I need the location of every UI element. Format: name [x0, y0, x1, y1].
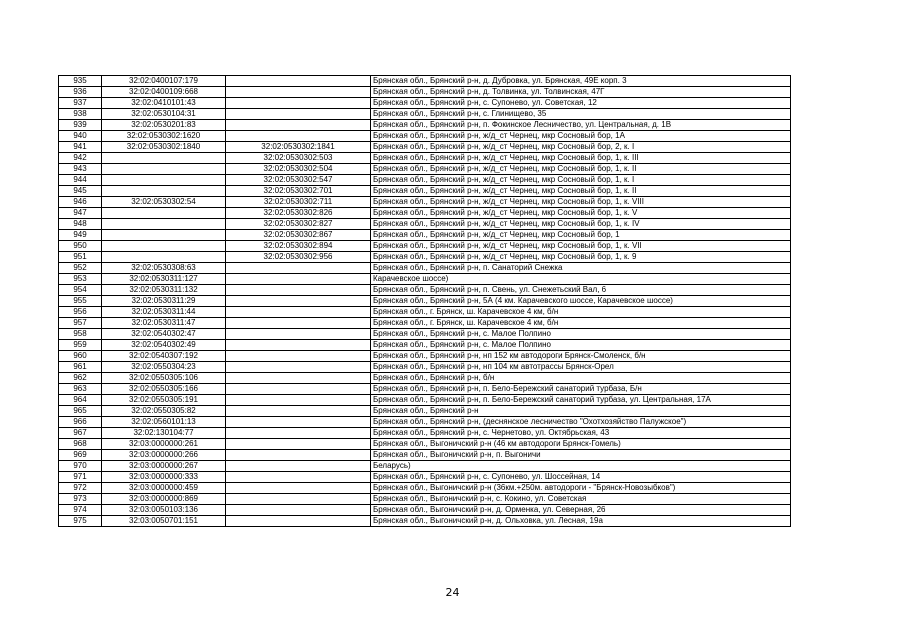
- cadastral-number-cell: 32:02:0560101:13: [102, 417, 226, 428]
- row-number-cell: 939: [59, 120, 102, 131]
- row-number-cell: 973: [59, 494, 102, 505]
- cadastral-number-cell: 32:02:0530201:83: [102, 120, 226, 131]
- row-number-cell: 951: [59, 252, 102, 263]
- registry-table-body: [59, 76, 791, 527]
- cadastral-number-cell: 32:02:0550305:191: [102, 395, 226, 406]
- related-cadastral-number-cell: 32:02:0530302:827: [226, 219, 371, 230]
- address-cell: Брянская обл., г. Брянск, ш. Карачевское 4 км, б/н: [371, 318, 791, 329]
- table-row: [59, 329, 791, 340]
- cadastral-number-cell: 32:03:0000000:333: [102, 472, 226, 483]
- table-row: [59, 76, 791, 87]
- related-cadastral-number-cell: 32:02:0530302:701: [226, 186, 371, 197]
- related-cadastral-number-cell: [226, 307, 371, 318]
- row-number-cell: 945: [59, 186, 102, 197]
- cadastral-number-cell: 32:02:0410101:43: [102, 98, 226, 109]
- table-row: [59, 318, 791, 329]
- related-cadastral-number-cell: [226, 87, 371, 98]
- related-cadastral-number-cell: 32:02:0530302:1841: [226, 142, 371, 153]
- row-number-cell: 952: [59, 263, 102, 274]
- address-cell: Брянская обл., Брянский р-н, с. Чернетово, ул. Октябрьская, 43: [371, 428, 791, 439]
- table-row: [59, 109, 791, 120]
- cadastral-number-cell: 32:02:0530308:63: [102, 263, 226, 274]
- address-cell: Брянская обл., Выгоничский р-н, с. Кокино, ул. Советская: [371, 494, 791, 505]
- related-cadastral-number-cell: [226, 274, 371, 285]
- row-number-cell: 963: [59, 384, 102, 395]
- table-row: [59, 186, 791, 197]
- cadastral-number-cell: 32:02:0530302:54: [102, 197, 226, 208]
- address-cell: Брянская обл., Брянский р-н, д. Дубровка, ул. Брянская, 49Е корп. 3: [371, 76, 791, 87]
- row-number-cell: 970: [59, 461, 102, 472]
- cadastral-number-cell: [102, 186, 226, 197]
- address-cell: Брянская обл., Брянский р-н, п. Свень, ул. Снежетьский Вал, 6: [371, 285, 791, 296]
- row-number-cell: 955: [59, 296, 102, 307]
- cadastral-number-cell: 32:03:0000000:266: [102, 450, 226, 461]
- address-cell: Брянская обл., Брянский р-н, ж/д_ст Чернец, мкр Сосновый бор, 1А: [371, 131, 791, 142]
- related-cadastral-number-cell: [226, 450, 371, 461]
- related-cadastral-number-cell: [226, 263, 371, 274]
- address-cell: Брянская обл., Брянский р-н, ж/д_ст Чернец, мкр Сосновый бор, 1, к. I: [371, 175, 791, 186]
- cadastral-number-cell: [102, 219, 226, 230]
- table-row: [59, 417, 791, 428]
- table-row: [59, 450, 791, 461]
- related-cadastral-number-cell: [226, 285, 371, 296]
- related-cadastral-number-cell: [226, 428, 371, 439]
- related-cadastral-number-cell: [226, 461, 371, 472]
- table-row: [59, 428, 791, 439]
- related-cadastral-number-cell: [226, 516, 371, 527]
- related-cadastral-number-cell: 32:02:0530302:956: [226, 252, 371, 263]
- address-cell: Карачевское шоссе): [371, 274, 791, 285]
- cadastral-number-cell: [102, 153, 226, 164]
- row-number-cell: 947: [59, 208, 102, 219]
- related-cadastral-number-cell: 32:02:0530302:826: [226, 208, 371, 219]
- address-cell: Беларусь): [371, 461, 791, 472]
- related-cadastral-number-cell: [226, 76, 371, 87]
- page-number: 24: [445, 586, 460, 599]
- address-cell: Брянская обл., Выгоничский р-н, п. Выгоничи: [371, 450, 791, 461]
- table-row: [59, 208, 791, 219]
- row-number-cell: 936: [59, 87, 102, 98]
- cadastral-number-cell: 32:02:0550305:166: [102, 384, 226, 395]
- row-number-cell: 944: [59, 175, 102, 186]
- row-number-cell: 940: [59, 131, 102, 142]
- row-number-cell: 949: [59, 230, 102, 241]
- cadastral-number-cell: 32:02:0540307:192: [102, 351, 226, 362]
- row-number-cell: 965: [59, 406, 102, 417]
- table-row: [59, 494, 791, 505]
- table-row: [59, 263, 791, 274]
- table-row: [59, 241, 791, 252]
- row-number-cell: 942: [59, 153, 102, 164]
- row-number-cell: 971: [59, 472, 102, 483]
- table-row: [59, 483, 791, 494]
- related-cadastral-number-cell: [226, 329, 371, 340]
- row-number-cell: 941: [59, 142, 102, 153]
- cadastral-number-cell: 32:03:0050701:151: [102, 516, 226, 527]
- table-row: [59, 505, 791, 516]
- address-cell: Брянская обл., Брянский р-н, ж/д_ст Чернец, мкр Сосновый бор, 1, к. 9: [371, 252, 791, 263]
- cadastral-number-cell: [102, 241, 226, 252]
- row-number-cell: 938: [59, 109, 102, 120]
- address-cell: Брянская обл., Брянский р-н, п. Фокинское Лесничество, ул. Центральная, д. 1В: [371, 120, 791, 131]
- table-row: [59, 362, 791, 373]
- row-number-cell: 959: [59, 340, 102, 351]
- table-row: [59, 285, 791, 296]
- table-row: [59, 153, 791, 164]
- table-row: [59, 120, 791, 131]
- row-number-cell: 956: [59, 307, 102, 318]
- address-cell: Брянская обл., Брянский р-н, с. Малое Полпино: [371, 340, 791, 351]
- related-cadastral-number-cell: [226, 406, 371, 417]
- table-row: [59, 384, 791, 395]
- cadastral-number-cell: [102, 208, 226, 219]
- address-cell: Брянская обл., Брянский р-н, 5А (4 км. Карачевского шоссе, Карачевское шоссе): [371, 296, 791, 307]
- table-row: [59, 197, 791, 208]
- cadastral-number-cell: 32:02:0530302:1840: [102, 142, 226, 153]
- cadastral-number-cell: 32:03:0000000:869: [102, 494, 226, 505]
- address-cell: Брянская обл., Брянский р-н, п. Бело-Бережский санаторий турбаза, Б/н: [371, 384, 791, 395]
- cadastral-number-cell: 32:02:0540302:49: [102, 340, 226, 351]
- row-number-cell: 937: [59, 98, 102, 109]
- cadastral-number-cell: 32:02:0530311:44: [102, 307, 226, 318]
- related-cadastral-number-cell: 32:02:0530302:894: [226, 241, 371, 252]
- address-cell: Брянская обл., Брянский р-н, ж/д_ст Чернец, мкр Сосновый бор, 1, к. III: [371, 153, 791, 164]
- table-row: [59, 230, 791, 241]
- related-cadastral-number-cell: [226, 373, 371, 384]
- table-row: [59, 373, 791, 384]
- table-row: [59, 142, 791, 153]
- address-cell: Брянская обл., Брянский р-н, нп 104 км автотрассы Брянск-Орел: [371, 362, 791, 373]
- cadastral-number-cell: 32:02:130104:77: [102, 428, 226, 439]
- cadastral-number-cell: [102, 230, 226, 241]
- address-cell: Брянская обл., Брянский р-н, нп 152 км автодороги Брянск-Смоленск, б/н: [371, 351, 791, 362]
- address-cell: Брянская обл., Брянский р-н, б/н: [371, 373, 791, 384]
- address-cell: Брянская обл., Выгоничский р-н (46 км автодороги Брянск-Гомель): [371, 439, 791, 450]
- address-cell: Брянская обл., Брянский р-н, (деснянское лесничество "Охотхозяйство Палужское"): [371, 417, 791, 428]
- table-row: [59, 252, 791, 263]
- row-number-cell: 946: [59, 197, 102, 208]
- row-number-cell: 968: [59, 439, 102, 450]
- row-number-cell: 964: [59, 395, 102, 406]
- related-cadastral-number-cell: 32:02:0530302:711: [226, 197, 371, 208]
- cadastral-number-cell: 32:02:0530302:1620: [102, 131, 226, 142]
- row-number-cell: 935: [59, 76, 102, 87]
- row-number-cell: 969: [59, 450, 102, 461]
- address-cell: Брянская обл., Брянский р-н, ж/д_ст Чернец, мкр Сосновый бор, 1: [371, 230, 791, 241]
- table-row: [59, 274, 791, 285]
- related-cadastral-number-cell: [226, 120, 371, 131]
- cadastral-number-cell: 32:02:0530311:127: [102, 274, 226, 285]
- cadastral-number-cell: 32:02:0550305:82: [102, 406, 226, 417]
- row-number-cell: 974: [59, 505, 102, 516]
- table-row: [59, 307, 791, 318]
- address-cell: Брянская обл., Брянский р-н, с. Супонево, ул. Советская, 12: [371, 98, 791, 109]
- row-number-cell: 962: [59, 373, 102, 384]
- address-cell: Брянская обл., Брянский р-н, ж/д_ст Чернец, мкр Сосновый бор, 1, к. VIII: [371, 197, 791, 208]
- cadastral-number-cell: 32:02:0550304:23: [102, 362, 226, 373]
- related-cadastral-number-cell: [226, 98, 371, 109]
- address-cell: Брянская обл., Брянский р-н, п. Санаторий Снежка: [371, 263, 791, 274]
- table-row: [59, 516, 791, 527]
- row-number-cell: 957: [59, 318, 102, 329]
- related-cadastral-number-cell: [226, 351, 371, 362]
- related-cadastral-number-cell: [226, 494, 371, 505]
- table-row: [59, 87, 791, 98]
- table-row: [59, 472, 791, 483]
- related-cadastral-number-cell: [226, 472, 371, 483]
- related-cadastral-number-cell: 32:02:0530302:504: [226, 164, 371, 175]
- related-cadastral-number-cell: [226, 417, 371, 428]
- related-cadastral-number-cell: [226, 296, 371, 307]
- address-cell: Брянская обл., Брянский р-н, с. Малое Полпино: [371, 329, 791, 340]
- address-cell: Брянская обл., Брянский р-н, п. Бело-Бережский санаторий турбаза, ул. Центральная, 17А: [371, 395, 791, 406]
- cadastral-number-cell: 32:02:0400109:668: [102, 87, 226, 98]
- address-cell: Брянская обл., Выгоничский р-н, д. Орменка, ул. Северная, 26: [371, 505, 791, 516]
- cadastral-number-cell: 32:03:0000000:459: [102, 483, 226, 494]
- table-row: [59, 164, 791, 175]
- address-cell: Брянская обл., Выгоничский р-н (36км.+250м. автодороги - "Брянск-Новозыбков"): [371, 483, 791, 494]
- related-cadastral-number-cell: [226, 131, 371, 142]
- cadastral-number-cell: [102, 164, 226, 175]
- address-cell: Брянская обл., Брянский р-н, с. Глинищево, 35: [371, 109, 791, 120]
- cadastral-number-cell: 32:02:0400107:179: [102, 76, 226, 87]
- address-cell: Брянская обл., Выгоничский р-н, д. Ольховка, ул. Лесная, 19а: [371, 516, 791, 527]
- address-cell: Брянская обл., Брянский р-н, ж/д_ст Чернец, мкр Сосновый бор, 2, к. I: [371, 142, 791, 153]
- cadastral-number-cell: 32:02:0550305:106: [102, 373, 226, 384]
- table-row: [59, 351, 791, 362]
- table-row: [59, 296, 791, 307]
- related-cadastral-number-cell: 32:02:0530302:503: [226, 153, 371, 164]
- cadastral-number-cell: 32:03:0050103:136: [102, 505, 226, 516]
- cadastral-number-cell: 32:02:0530311:29: [102, 296, 226, 307]
- row-number-cell: 961: [59, 362, 102, 373]
- row-number-cell: 966: [59, 417, 102, 428]
- cadastral-number-cell: 32:02:0530104:31: [102, 109, 226, 120]
- row-number-cell: 967: [59, 428, 102, 439]
- address-cell: Брянская обл., Брянский р-н, д. Толвинка, ул. Толвинская, 47Г: [371, 87, 791, 98]
- cadastral-number-cell: 32:02:0530311:132: [102, 285, 226, 296]
- related-cadastral-number-cell: [226, 318, 371, 329]
- related-cadastral-number-cell: [226, 439, 371, 450]
- related-cadastral-number-cell: [226, 340, 371, 351]
- row-number-cell: 958: [59, 329, 102, 340]
- table-row: [59, 175, 791, 186]
- address-cell: Брянская обл., Брянский р-н, ж/д_ст Чернец, мкр Сосновый бор, 1, к. II: [371, 164, 791, 175]
- related-cadastral-number-cell: 32:02:0530302:547: [226, 175, 371, 186]
- row-number-cell: 975: [59, 516, 102, 527]
- related-cadastral-number-cell: [226, 505, 371, 516]
- address-cell: Брянская обл., г. Брянск, ш. Карачевское 4 км, б/н: [371, 307, 791, 318]
- row-number-cell: 948: [59, 219, 102, 230]
- table-row: [59, 461, 791, 472]
- row-number-cell: 950: [59, 241, 102, 252]
- related-cadastral-number-cell: [226, 362, 371, 373]
- address-cell: Брянская обл., Брянский р-н: [371, 406, 791, 417]
- table-row: [59, 219, 791, 230]
- cadastral-number-cell: 32:03:0000000:261: [102, 439, 226, 450]
- table-row: [59, 340, 791, 351]
- row-number-cell: 953: [59, 274, 102, 285]
- cadastral-number-cell: 32:03:0000000:267: [102, 461, 226, 472]
- row-number-cell: 972: [59, 483, 102, 494]
- table-row: [59, 98, 791, 109]
- row-number-cell: 954: [59, 285, 102, 296]
- related-cadastral-number-cell: [226, 395, 371, 406]
- table-row: [59, 131, 791, 142]
- cadastral-number-cell: [102, 252, 226, 263]
- cadastral-number-cell: 32:02:0540302:47: [102, 329, 226, 340]
- related-cadastral-number-cell: [226, 483, 371, 494]
- address-cell: Брянская обл., Брянский р-н, ж/д_ст Чернец, мкр Сосновый бор, 1, к. VII: [371, 241, 791, 252]
- related-cadastral-number-cell: [226, 109, 371, 120]
- property-registry-table: [58, 75, 791, 527]
- table-row: [59, 439, 791, 450]
- row-number-cell: 960: [59, 351, 102, 362]
- table-row: [59, 395, 791, 406]
- address-cell: Брянская обл., Брянский р-н, ж/д_ст Чернец, мкр Сосновый бор, 1, к. II: [371, 186, 791, 197]
- table-row: [59, 406, 791, 417]
- row-number-cell: 943: [59, 164, 102, 175]
- related-cadastral-number-cell: 32:02:0530302:867: [226, 230, 371, 241]
- address-cell: Брянская обл., Брянский р-н, с. Супонево, ул. Шоссейная, 14: [371, 472, 791, 483]
- related-cadastral-number-cell: [226, 384, 371, 395]
- address-cell: Брянская обл., Брянский р-н, ж/д_ст Чернец, мкр Сосновый бор, 1, к. IV: [371, 219, 791, 230]
- address-cell: Брянская обл., Брянский р-н, ж/д_ст Чернец, мкр Сосновый бор, 1, к. V: [371, 208, 791, 219]
- cadastral-number-cell: [102, 175, 226, 186]
- cadastral-number-cell: 32:02:0530311:47: [102, 318, 226, 329]
